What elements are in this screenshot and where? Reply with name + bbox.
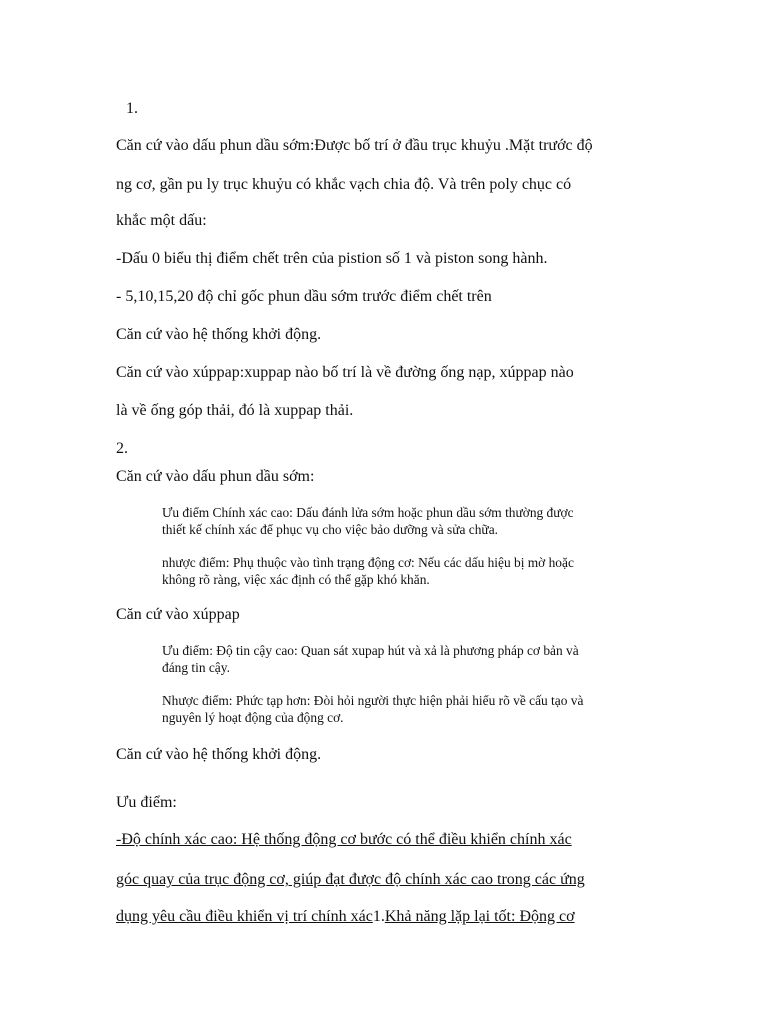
bullet-text: nhược điểm: Phụ thuộc vào tình trạng động cơ: Nếu các dấu hiệu bị mờ hoặc bbox=[162, 555, 574, 570]
bullet-text: nguyên lý hoạt động của động cơ. bbox=[162, 710, 344, 725]
bullet-text: Ưu điểm: Độ tin cậy cao: Quan sát xupap hút và xả là phương pháp cơ bản và bbox=[162, 643, 579, 658]
paragraph-line: khắc một dấu: bbox=[116, 212, 207, 229]
subheading: Ưu điểm: bbox=[116, 794, 177, 811]
paragraph-line: là về ống góp thải, đó là xuppap thải. bbox=[116, 402, 354, 419]
underlined-fragment: Khả năng lặp lại tốt: Động cơ bbox=[384, 908, 575, 925]
underlined-line-composite bbox=[116, 907, 575, 927]
subheading: Căn cứ vào xúppap bbox=[116, 606, 240, 623]
paragraph-line: Căn cứ vào hệ thống khởi động. bbox=[116, 326, 322, 343]
list-number: 1. bbox=[372, 908, 385, 925]
paragraph-line: - 5,10,15,20 độ chỉ gốc phun dầu sớm trước điểm chết trên bbox=[116, 288, 492, 305]
paragraph-line: Căn cứ vào xúppap:xuppap nào bố trí là về đường ống nạp, xúppap nào bbox=[116, 364, 574, 381]
subheading: Căn cứ vào dấu phun dầu sớm: bbox=[116, 468, 315, 485]
bullet-text: thiết kế chính xác để phục vụ cho việc bảo dưỡng và sửa chữa. bbox=[162, 522, 498, 537]
bullet-text: Nhược điểm: Phức tạp hơn: Đòi hỏi người thực hiện phải hiểu rõ về cấu tạo và bbox=[162, 693, 584, 708]
paragraph-line: Căn cứ vào dấu phun dầu sớm:Được bố trí ở đầu trục khuỷu .Mặt trước độ bbox=[116, 137, 593, 154]
underlined-fragment: dụng yêu cầu điều khiển vị trí chính xác bbox=[116, 908, 373, 925]
bullet-text: đáng tin cậy. bbox=[162, 660, 230, 675]
paragraph-line: ng cơ, gần pu ly trục khuỷu có khắc vạch chia độ. Và trên poly chục có bbox=[116, 176, 572, 193]
subheading: Căn cứ vào hệ thống khởi động. bbox=[116, 746, 322, 763]
bullet-text: không rõ ràng, việc xác định có thể gặp khó khăn. bbox=[162, 572, 430, 587]
underlined-line: góc quay của trục động cơ, giúp đạt được độ chính xác cao trong các ứng bbox=[116, 871, 585, 888]
underlined-line: -Độ chính xác cao: Hệ thống động cơ bước có thể điều khiển chính xác bbox=[116, 831, 572, 848]
section-1-number: 1. bbox=[126, 100, 138, 117]
bullet-text: Ưu điểm Chính xác cao: Dấu đánh lửa sớm hoặc phun dầu sớm thường được bbox=[162, 505, 574, 520]
section-2-number: 2. bbox=[116, 440, 128, 457]
paragraph-line: -Dấu 0 biểu thị điểm chết trên của pistion số 1 và piston song hành. bbox=[116, 250, 548, 267]
